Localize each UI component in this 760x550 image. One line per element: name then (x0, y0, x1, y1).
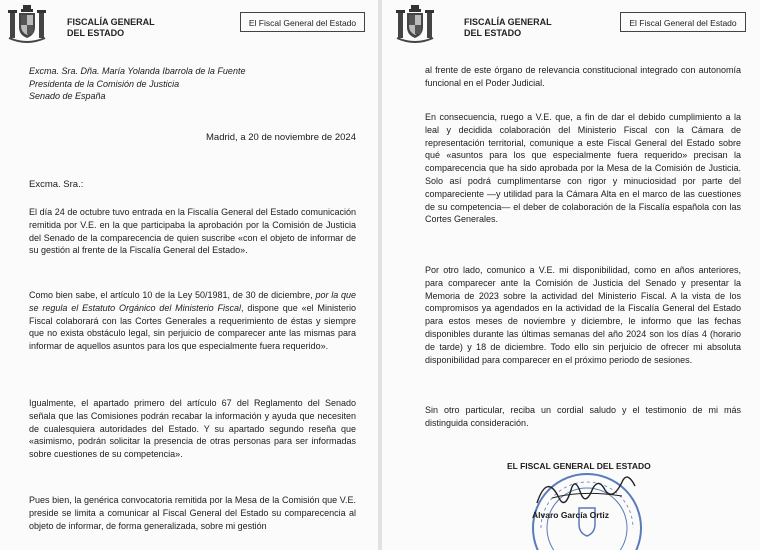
letter-page-2 (382, 0, 760, 550)
paragraph: Como bien sabe, el artículo 10 de la Ley 50/1981, de 30 de diciembre, por la que se regula el Estatuto Orgánico del Ministerio Fiscal, dispone que «el Ministerio Fiscal colaborará con las Cortes Generales a requerimiento de éstas y siempre que no exista obstáculo legal, sin perjuicio de comparecer ante las mismas para informar de aquellos asuntos para los que especialmente fuera requerido». (29, 290, 357, 352)
statute-title: por la que se regula el Estatuto Orgánico del Ministerio Fiscal (29, 290, 357, 313)
paragraph: al frente de este órgano de relevancia constitucional integrado con autonomía funcional en el Poder Judicial. (425, 65, 741, 88)
header-box: El Fiscal General del Estado (620, 12, 746, 32)
paragraph: El día 24 de octubre tuvo entrada en la Fiscalía General del Estado comunicación remitida por V.E. en la que participaba la aprobación por la Comisión de Justicia del Senado de la comparecencia de quien suscribe «con el objeto de informar de su gestión al frente de la Fiscalía General del Estado». (29, 207, 356, 256)
paragraph: En consecuencia, ruego a V.E. que, a fin de dar el debido cumplimiento a la leal y decidida colaboración del Ministerio Fiscal con la Cámara de representación territorial, comunique a este Fiscal General del Estado sobre qué «asuntos para los que especialmente fuera requerido» precisan la comparecencia que ha sido aprobada por la Mesa de la Comisión de Justicia. Solo así podrá cumplimentarse con rigor y minuciosidad por parte del compareciente —y utilidad para la Cámara Alta en el marco de las cuestiones de su competencia— el deber de colaboración de la Fiscalía española con las Cortes Generales. (425, 112, 741, 225)
coat-of-arms-icon (6, 4, 48, 46)
letter-date: Madrid, a 20 de noviembre de 2024 (206, 132, 356, 143)
paragraph: Por otro lado, comunico a V.E. mi disponibilidad, como en años anteriores, para comparecer ante la Comisión de Justicia del Senado y presentar la Memoria de 2023 sobre la actividad del Ministerio Fiscal. A la vista de los compromisos ya agendados en la actividad de la Fiscalía General del Estado para estos meses de noviembre y diciembre, le informo que las fechas disponibles durante las últimas semanas del año 2024 son los días 4 (horario de tarde) y 18 de diciembre. Todo ello sin perjuicio de ofrecer mi absoluta disponibilidad para comparecer en el próximo periodo de sesiones. (425, 265, 741, 365)
recipient-block (29, 65, 245, 103)
org-line-1: FISCALÍA GENERAL (67, 17, 155, 27)
org-line-1: FISCALÍA GENERAL (464, 17, 552, 27)
coat-of-arms-icon (394, 4, 436, 46)
recipient-institution: Senado de España (29, 91, 106, 101)
recipient-position: Presidenta de la Comisión de Justicia (29, 78, 180, 89)
header-box: El Fiscal General del Estado (240, 12, 365, 32)
signatory-title: EL FISCAL GENERAL DEL ESTADO (507, 461, 651, 471)
org-line-2: DEL ESTADO (464, 28, 522, 38)
salutation: Excma. Sra.: (29, 179, 84, 190)
letter-page-1 (0, 0, 378, 550)
signer-name: Álvaro García Ortiz (532, 510, 610, 520)
org-line-2: DEL ESTADO (67, 28, 125, 38)
organization-name (67, 17, 155, 39)
paragraph: Igualmente, el apartado primero del artículo 67 del Reglamento del Senado señala que las Comisiones podrán recabar la información y ayuda que necesiten de cualesquiera autoridades del Estado. Y su apartado segundo reseña que «asimismo, podrán solicitar la presencia de otras personas para ser informadas sobre cuestiones de su competencia». (29, 398, 356, 460)
handwritten-signature-icon (532, 468, 642, 513)
paragraph: Sin otro particular, reciba un cordial saludo y el testimonio de mi más distinguida consideración. (425, 405, 741, 428)
recipient-name: Excma. Sra. Dña. María Yolanda Ibarrola de la Fuente (29, 66, 246, 76)
paragraph: Pues bien, la genérica convocatoria remitida por la Mesa de la Comisión que V.E. preside se limita a comunicar al Fiscal General del Estado su comparecencia al objeto de informar, de forma generalizada, sobre mi gestión (29, 495, 356, 531)
organization-name (464, 17, 552, 39)
